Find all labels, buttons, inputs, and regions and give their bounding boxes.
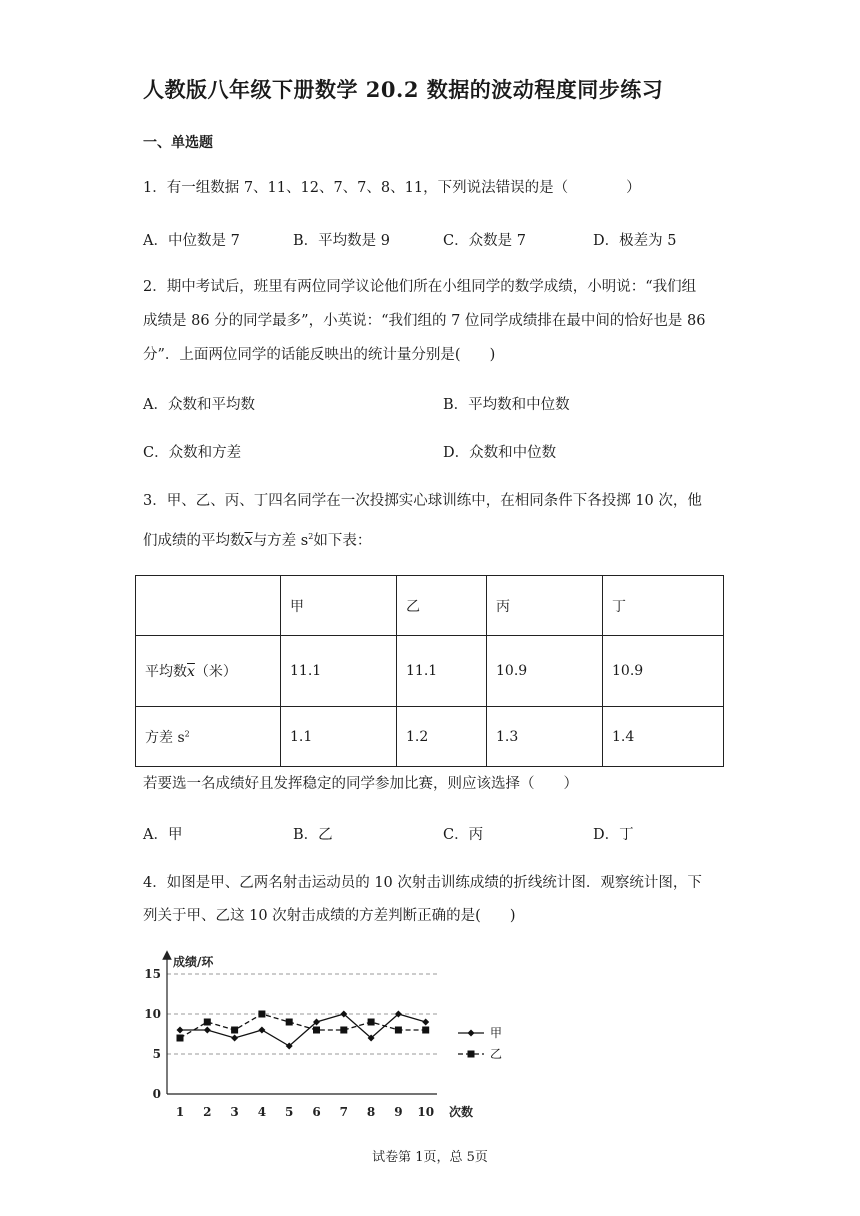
question-4-line-2: 列关于甲、乙这 10 次射击成绩的方差判断正确的是( ) bbox=[143, 908, 516, 924]
chart-point-square bbox=[368, 1019, 375, 1026]
table-row-label bbox=[136, 707, 281, 767]
question-2-option-b: B．平均数和中位数 bbox=[443, 397, 570, 413]
chart-point-diamond bbox=[204, 1027, 211, 1034]
question-1-option-d: D．极差为 5 bbox=[593, 233, 677, 249]
chart-x-tick-label: 8 bbox=[366, 1105, 376, 1119]
chart-point-square bbox=[340, 1027, 347, 1034]
question-2-line-1: 2．期中考试后，班里有两位同学议论他们所在小组同学的数学成绩，小明说：“我们组 bbox=[143, 279, 697, 295]
chart-point-square bbox=[395, 1027, 402, 1034]
chart-x-tick-label: 4 bbox=[257, 1105, 267, 1119]
chart-point-square bbox=[313, 1027, 320, 1034]
question-3-option-c: C．丙 bbox=[443, 827, 484, 843]
question-3-line-2-mid: 与方差 s bbox=[252, 532, 309, 549]
table-header-cell: 丁 bbox=[603, 576, 724, 636]
question-3-line-2-post: 如下表： bbox=[313, 532, 372, 549]
chart-legend-marker-diamond bbox=[468, 1030, 475, 1037]
question-1-stem: 1．有一组数据 7、11、12、7、7、8、11，下列说法错误的是（ ） bbox=[143, 180, 641, 196]
question-2-option-a: A．众数和平均数 bbox=[143, 397, 255, 413]
chart-x-axis-label: 次数 bbox=[449, 1105, 474, 1119]
chart-point-diamond bbox=[422, 1019, 429, 1026]
variance-label: 方差 s bbox=[145, 729, 185, 746]
page-footer: 试卷第 1页，总 5页 bbox=[372, 1150, 488, 1165]
question-2-line-2: 成绩是 86 分的同学最多”，小英说：“我们组的 7 位同学成绩排在最中间的恰好也是 86 bbox=[143, 313, 706, 329]
question-1-option-b: B．平均数是 9 bbox=[293, 233, 390, 249]
chart-point-diamond bbox=[231, 1035, 238, 1042]
question-2-line-3: 分”．上面两位同学的话能反映出的统计量分别是( ) bbox=[143, 347, 496, 363]
question-3-option-d: D．丁 bbox=[593, 827, 634, 843]
question-3-line-2-pre: 们成绩的平均数 bbox=[143, 532, 245, 549]
table-header-cell: 甲 bbox=[281, 576, 397, 636]
question-1-option-a: A．中位数是 7 bbox=[143, 233, 240, 249]
table-header-cell bbox=[136, 576, 281, 636]
question-3-line-1: 3．甲、乙、丙、丁四名同学在一次投掷实心球训练中，在相同条件下各投掷 10 次，他 bbox=[143, 493, 702, 509]
mean-label: 平均数 bbox=[145, 664, 187, 680]
chart-x-tick-label: 5 bbox=[285, 1105, 294, 1119]
table-row bbox=[136, 636, 724, 707]
mean-symbol: $\overline{x}$ bbox=[187, 664, 195, 680]
chart-x-tick-label: 3 bbox=[230, 1105, 239, 1119]
table-cell: 10.9 bbox=[603, 636, 724, 707]
chart-point-square bbox=[231, 1027, 238, 1034]
chart-x-tick-label: 1 bbox=[175, 1105, 185, 1119]
chart-legend-label: 乙 bbox=[490, 1047, 503, 1061]
question-1-option-c: C．众数是 7 bbox=[443, 233, 526, 249]
chart-point-square bbox=[204, 1019, 211, 1026]
table-cell: 11.1 bbox=[397, 636, 487, 707]
table-header-cell: 乙 bbox=[397, 576, 487, 636]
table-header-row bbox=[136, 576, 724, 636]
question-3-line-2 bbox=[143, 527, 371, 551]
chart-x-tick-label: 7 bbox=[339, 1105, 348, 1119]
table-header-cell: 丙 bbox=[487, 576, 603, 636]
chart-y-tick-label: 10 bbox=[144, 1007, 161, 1021]
table-cell: 1.2 bbox=[397, 707, 487, 767]
question-4-line-1: 4．如图是甲、乙两名射击运动员的 10 次射击训练成绩的折线统计图．观察统计图，下 bbox=[143, 875, 702, 891]
section-heading: 一、单选题 bbox=[143, 135, 213, 151]
chart-y-tick-label: 15 bbox=[144, 967, 161, 981]
chart-y-tick-label: 5 bbox=[152, 1047, 161, 1061]
table-cell: 1.3 bbox=[487, 707, 603, 767]
chart-point-square bbox=[286, 1019, 293, 1026]
variance-exponent: 2 bbox=[184, 728, 190, 738]
table-cell: 11.1 bbox=[281, 636, 397, 707]
chart-point-square bbox=[177, 1035, 184, 1042]
chart-point-diamond bbox=[177, 1027, 184, 1034]
table-cell: 10.9 bbox=[487, 636, 603, 707]
mean-symbol: $\overline{x}$ bbox=[244, 532, 253, 549]
chart-point-diamond bbox=[258, 1027, 265, 1034]
table-cell: 1.4 bbox=[603, 707, 724, 767]
question-2-option-d: D．众数和中位数 bbox=[443, 445, 557, 461]
question-2-option-c: C．众数和方差 bbox=[143, 445, 242, 461]
chart-point-square bbox=[422, 1027, 429, 1034]
mean-unit: （米） bbox=[194, 664, 237, 680]
question-3-option-a: A．甲 bbox=[143, 827, 183, 843]
variance-exponent: 2 bbox=[308, 532, 314, 541]
stats-table bbox=[135, 575, 724, 767]
chart-series-line-1 bbox=[180, 1014, 426, 1046]
table-row bbox=[136, 707, 724, 767]
table-cell: 1.1 bbox=[281, 707, 397, 767]
table-row-label bbox=[136, 636, 281, 707]
page-title: 人教版八年级下册数学 20.2 数据的波动程度同步练习 bbox=[143, 77, 664, 102]
chart-x-tick-label: 10 bbox=[417, 1105, 435, 1119]
chart-x-tick-label: 2 bbox=[203, 1105, 212, 1119]
chart-y-tick-label: 0 bbox=[152, 1087, 161, 1101]
chart-y-axis-label: 成绩/环 bbox=[173, 955, 214, 969]
chart-x-tick-label: 6 bbox=[312, 1105, 321, 1119]
chart-legend-marker-square bbox=[468, 1051, 475, 1058]
question-3-after-table: 若要选一名成绩好且发挥稳定的同学参加比赛，则应该选择（ ） bbox=[143, 776, 578, 792]
chart-legend-label: 甲 bbox=[490, 1026, 503, 1040]
chart-point-square bbox=[258, 1011, 265, 1018]
question-3-option-b: B．乙 bbox=[293, 827, 333, 843]
line-chart bbox=[140, 945, 520, 1130]
chart-x-tick-label: 9 bbox=[394, 1105, 403, 1119]
